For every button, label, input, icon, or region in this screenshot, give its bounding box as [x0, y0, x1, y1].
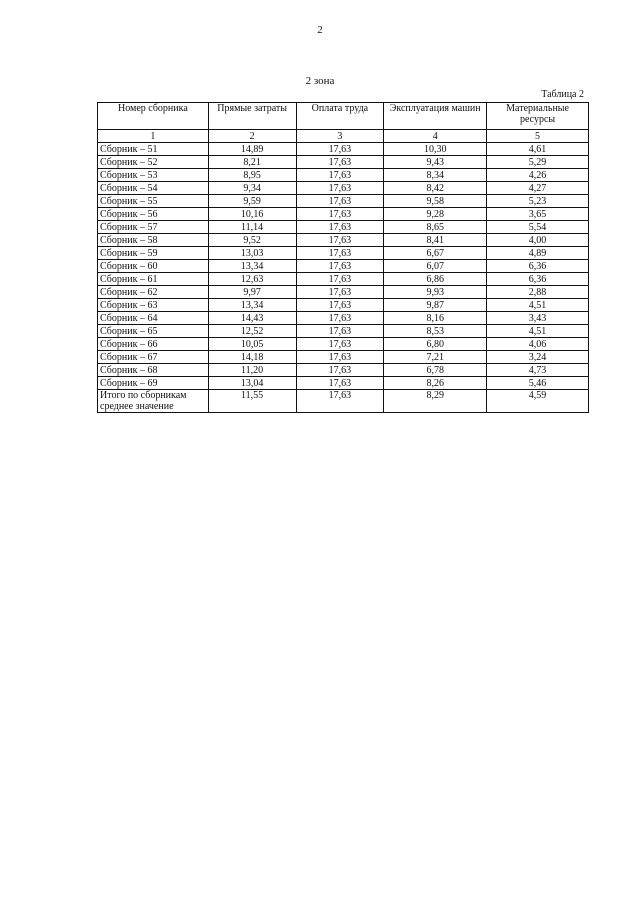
machine-operation-cell: 7,21 [384, 351, 487, 364]
collection-name-cell: Сборник – 60 [98, 260, 209, 273]
collection-name-cell: Сборник – 69 [98, 377, 209, 390]
direct-costs-cell: 8,95 [208, 169, 296, 182]
material-resources-cell: 4,26 [487, 169, 589, 182]
labor-payment-cell: 17,63 [296, 234, 384, 247]
labor-payment-cell: 17,63 [296, 312, 384, 325]
collection-name-cell: Сборник – 61 [98, 273, 209, 286]
direct-costs-cell: 10,16 [208, 208, 296, 221]
material-resources-cell: 4,27 [487, 182, 589, 195]
column-number: 2 [208, 130, 296, 143]
material-resources-cell: 2,88 [487, 286, 589, 299]
column-number-row [98, 130, 589, 143]
labor-payment-cell: 17,63 [296, 273, 384, 286]
collection-name-cell: Сборник – 54 [98, 182, 209, 195]
total-row [98, 390, 589, 413]
table-row [98, 182, 589, 195]
machine-operation-cell: 9,58 [384, 195, 487, 208]
collection-name-cell: Сборник – 66 [98, 338, 209, 351]
header-material-resources: Материальные ресурсы [487, 103, 589, 130]
column-number: 5 [487, 130, 589, 143]
machine-operation-cell: 9,43 [384, 156, 487, 169]
material-resources-cell: 6,36 [487, 260, 589, 273]
column-number: 1 [98, 130, 209, 143]
total-labor-payment: 17,63 [296, 390, 384, 413]
machine-operation-cell: 8,65 [384, 221, 487, 234]
direct-costs-cell: 13,03 [208, 247, 296, 260]
material-resources-cell: 5,46 [487, 377, 589, 390]
header-direct-costs: Прямые затраты [208, 103, 296, 130]
machine-operation-cell: 10,30 [384, 143, 487, 156]
machine-operation-cell: 6,67 [384, 247, 487, 260]
total-label-line2: среднее значение [100, 401, 174, 412]
machine-operation-cell: 6,86 [384, 273, 487, 286]
table-header-row [98, 103, 589, 130]
direct-costs-cell: 14,18 [208, 351, 296, 364]
material-resources-cell: 4,00 [487, 234, 589, 247]
collection-name-cell: Сборник – 65 [98, 325, 209, 338]
column-number: 4 [384, 130, 487, 143]
table-row [98, 169, 589, 182]
table-row [98, 156, 589, 169]
total-material-resources: 4,59 [487, 390, 589, 413]
collection-name-cell: Сборник – 67 [98, 351, 209, 364]
machine-operation-cell: 6,80 [384, 338, 487, 351]
material-resources-cell: 4,61 [487, 143, 589, 156]
collection-name-cell: Сборник – 59 [98, 247, 209, 260]
table-row [98, 286, 589, 299]
table-row [98, 247, 589, 260]
collection-name-cell: Сборник – 56 [98, 208, 209, 221]
material-resources-cell: 4,51 [487, 325, 589, 338]
table-row [98, 221, 589, 234]
labor-payment-cell: 17,63 [296, 247, 384, 260]
material-resources-cell: 6,36 [487, 273, 589, 286]
direct-costs-cell: 13,34 [208, 299, 296, 312]
labor-payment-cell: 17,63 [296, 260, 384, 273]
table-row [98, 273, 589, 286]
labor-payment-cell: 17,63 [296, 286, 384, 299]
labor-payment-cell: 17,63 [296, 351, 384, 364]
collection-name-cell: Сборник – 57 [98, 221, 209, 234]
labor-payment-cell: 17,63 [296, 208, 384, 221]
machine-operation-cell: 8,26 [384, 377, 487, 390]
labor-payment-cell: 17,63 [296, 182, 384, 195]
machine-operation-cell: 8,41 [384, 234, 487, 247]
table-row [98, 312, 589, 325]
direct-costs-cell: 13,04 [208, 377, 296, 390]
machine-operation-cell: 9,28 [384, 208, 487, 221]
table-row [98, 351, 589, 364]
direct-costs-cell: 9,52 [208, 234, 296, 247]
page-number: 2 [317, 24, 323, 36]
collection-name-cell: Сборник – 62 [98, 286, 209, 299]
table-row [98, 143, 589, 156]
table-row [98, 377, 589, 390]
machine-operation-cell: 8,34 [384, 169, 487, 182]
table-row [98, 234, 589, 247]
material-resources-cell: 5,54 [487, 221, 589, 234]
total-direct-costs: 11,55 [208, 390, 296, 413]
labor-payment-cell: 17,63 [296, 169, 384, 182]
material-resources-cell: 5,29 [487, 156, 589, 169]
labor-payment-cell: 17,63 [296, 156, 384, 169]
direct-costs-cell: 11,20 [208, 364, 296, 377]
labor-payment-cell: 17,63 [296, 325, 384, 338]
material-resources-cell: 4,73 [487, 364, 589, 377]
total-machine-operation: 8,29 [384, 390, 487, 413]
total-label [98, 390, 209, 413]
machine-operation-cell: 6,07 [384, 260, 487, 273]
zone-title: 2 зона [305, 75, 335, 87]
collection-name-cell: Сборник – 52 [98, 156, 209, 169]
collection-name-cell: Сборник – 68 [98, 364, 209, 377]
collection-name-cell: Сборник – 53 [98, 169, 209, 182]
direct-costs-cell: 10,05 [208, 338, 296, 351]
material-resources-cell: 3,24 [487, 351, 589, 364]
table-row [98, 208, 589, 221]
labor-payment-cell: 17,63 [296, 377, 384, 390]
material-resources-cell: 4,06 [487, 338, 589, 351]
header-labor-payment: Оплата труда [296, 103, 384, 130]
material-resources-cell: 4,51 [487, 299, 589, 312]
machine-operation-cell: 9,93 [384, 286, 487, 299]
labor-payment-cell: 17,63 [296, 195, 384, 208]
labor-payment-cell: 17,63 [296, 143, 384, 156]
direct-costs-cell: 14,89 [208, 143, 296, 156]
total-label-line1: Итого по сборникам [100, 390, 187, 401]
header-collection-number: Номер сборника [98, 103, 209, 130]
labor-payment-cell: 17,63 [296, 299, 384, 312]
column-number: 3 [296, 130, 384, 143]
direct-costs-cell: 9,34 [208, 182, 296, 195]
machine-operation-cell: 6,78 [384, 364, 487, 377]
collection-name-cell: Сборник – 64 [98, 312, 209, 325]
collection-name-cell: Сборник – 58 [98, 234, 209, 247]
direct-costs-cell: 11,14 [208, 221, 296, 234]
machine-operation-cell: 9,87 [384, 299, 487, 312]
table-row [98, 195, 589, 208]
table-row [98, 364, 589, 377]
direct-costs-cell: 12,52 [208, 325, 296, 338]
labor-payment-cell: 17,63 [296, 338, 384, 351]
table-caption: Таблица 2 [541, 89, 584, 100]
direct-costs-cell: 14,43 [208, 312, 296, 325]
labor-payment-cell: 17,63 [296, 364, 384, 377]
collection-name-cell: Сборник – 63 [98, 299, 209, 312]
table-row [98, 299, 589, 312]
material-resources-cell: 4,89 [487, 247, 589, 260]
labor-payment-cell: 17,63 [296, 221, 384, 234]
material-resources-cell: 3,43 [487, 312, 589, 325]
direct-costs-cell: 9,97 [208, 286, 296, 299]
material-resources-cell: 3,65 [487, 208, 589, 221]
direct-costs-cell: 9,59 [208, 195, 296, 208]
material-resources-cell: 5,23 [487, 195, 589, 208]
collection-name-cell: Сборник – 51 [98, 143, 209, 156]
direct-costs-cell: 8,21 [208, 156, 296, 169]
header-machine-operation: Эксплуатация машин [384, 103, 487, 130]
machine-operation-cell: 8,16 [384, 312, 487, 325]
direct-costs-cell: 13,34 [208, 260, 296, 273]
machine-operation-cell: 8,42 [384, 182, 487, 195]
direct-costs-cell: 12,63 [208, 273, 296, 286]
collection-name-cell: Сборник – 55 [98, 195, 209, 208]
cost-index-table [97, 102, 589, 413]
table-row [98, 338, 589, 351]
table-row [98, 260, 589, 273]
machine-operation-cell: 8,53 [384, 325, 487, 338]
table-row [98, 325, 589, 338]
